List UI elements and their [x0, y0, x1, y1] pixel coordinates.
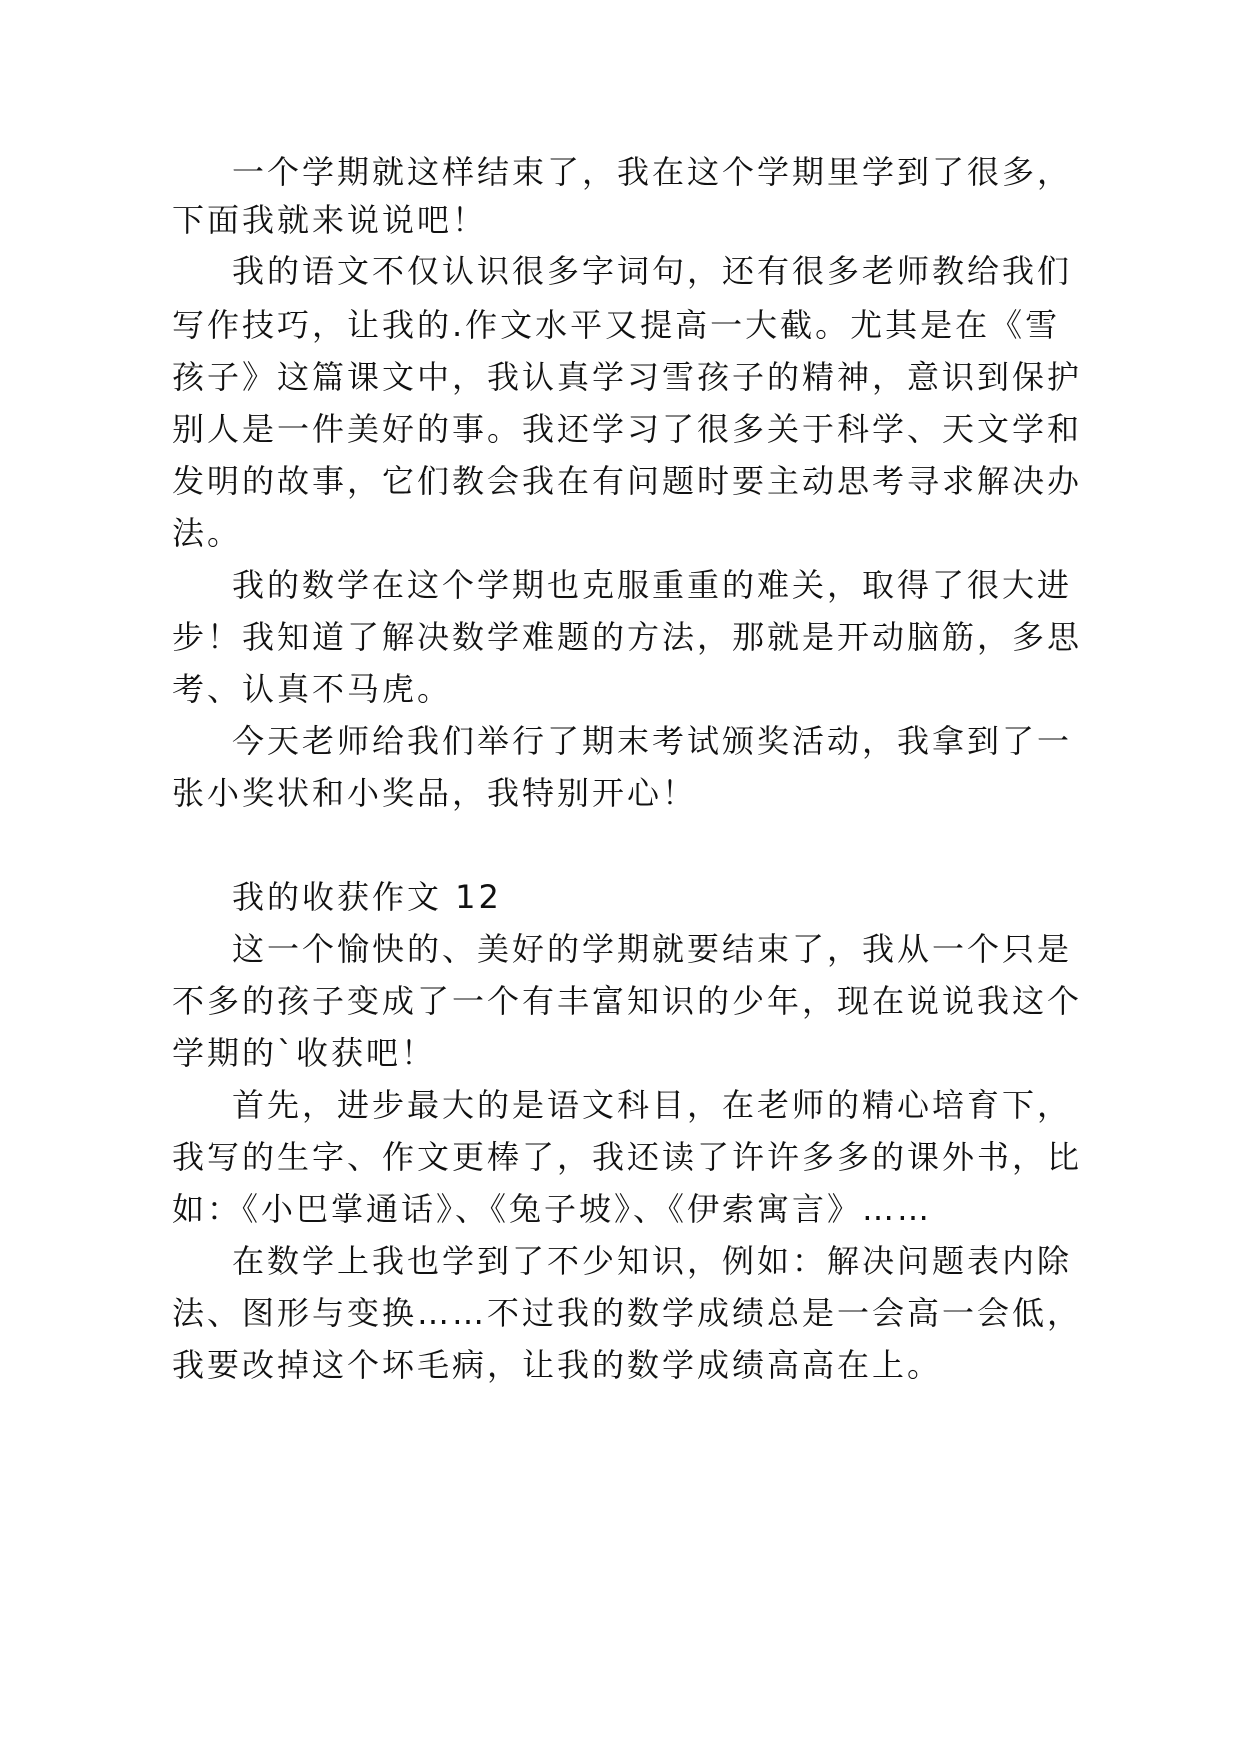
- paragraph-line: 我要改掉这个坏毛病，让我的数学成绩高高在上。: [172, 1346, 943, 1384]
- paragraph-line: 下面我就来说说吧！: [172, 201, 488, 239]
- paragraph-line: 学期的`收获吧！: [172, 1034, 437, 1072]
- paragraph-line: 写作技巧，让我的.作文水平又提高一大截。尤其是在《雪: [172, 306, 1061, 344]
- paragraph-line: 我写的生字、作文更棒了，我还读了许许多多的课外书，比: [172, 1138, 1083, 1176]
- paragraph-line: 发明的故事，它们教会我在有问题时要主动思考寻求解决办: [172, 462, 1083, 500]
- paragraph-line: 考、认真不马虎。: [172, 670, 453, 708]
- paragraph-line: 不多的孩子变成了一个有丰富知识的少年，现在说说我这个: [172, 982, 1083, 1020]
- paragraph-line: 法。: [172, 514, 243, 552]
- paragraph-line: 这一个愉快的、美好的学期就要结束了，我从一个只是: [232, 930, 1073, 968]
- paragraph-line: 步！我知道了解决数学难题的方法，那就是开动脑筋，多思: [172, 618, 1083, 656]
- paragraph-line: 一个学期就这样结束了，我在这个学期里学到了很多，: [232, 153, 1073, 191]
- paragraph-line: 张小奖状和小奖品，我特别开心！: [172, 774, 698, 812]
- paragraph-line: 我的语文不仅认识很多字词句，还有很多老师教给我们: [232, 252, 1073, 290]
- section-heading: 我的收获作文 12: [232, 878, 502, 916]
- paragraph-line: 今天老师给我们举行了期末考试颁奖活动，我拿到了一: [232, 722, 1073, 760]
- paragraph-line: 首先，进步最大的是语文科目，在老师的精心培育下，: [232, 1086, 1073, 1124]
- paragraph-line: 法、图形与变换……不过我的数学成绩总是一会高一会低，: [172, 1294, 1083, 1332]
- paragraph-line: 在数学上我也学到了不少知识，例如：解决问题表内除: [232, 1242, 1073, 1280]
- paragraph-line: 别人是一件美好的事。我还学习了很多关于科学、天文学和: [172, 410, 1083, 448]
- paragraph-line: 我的数学在这个学期也克服重重的难关，取得了很大进: [232, 566, 1073, 604]
- paragraph-line: 孩子》这篇课文中，我认真学习雪孩子的精神，意识到保护: [172, 358, 1083, 396]
- paragraph-line: 如：《小巴掌通话》、《兔子坡》、《伊索寓言》……: [172, 1190, 933, 1228]
